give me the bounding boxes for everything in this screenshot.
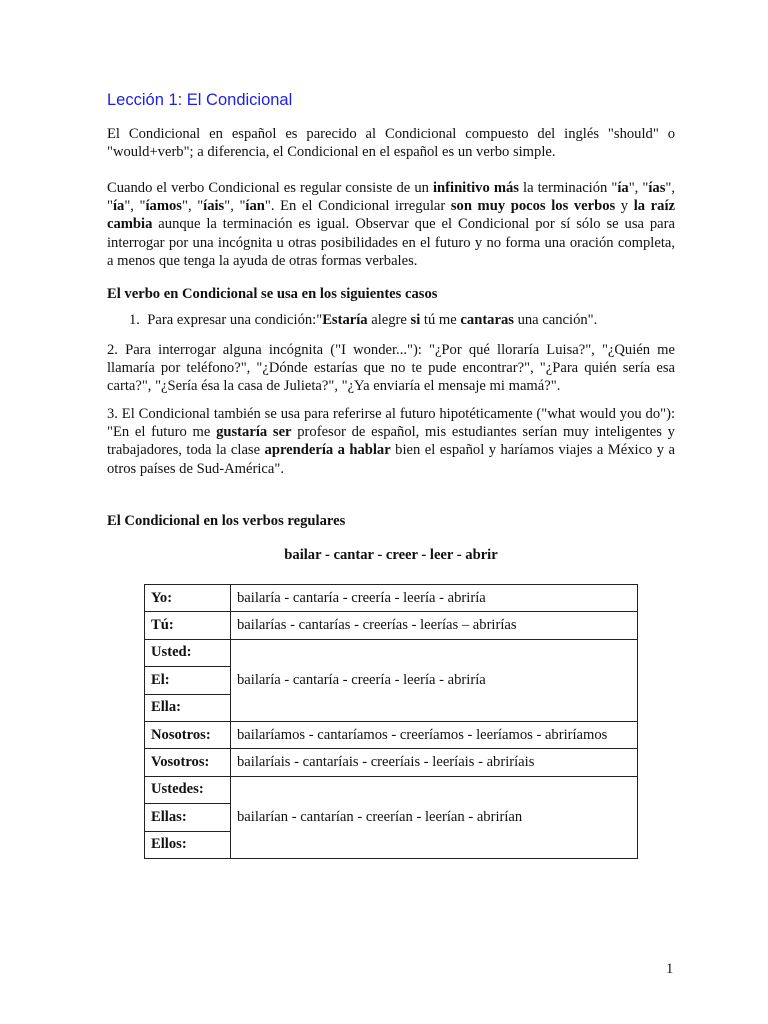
pronoun-cell: Ustedes:	[145, 776, 231, 803]
uses-item-2: 2. Para interrogar alguna incógnita ("I wonder..."): "¿Por qué lloraría Luisa?", "¿Quién me llamaría por teléfono?", "¿Dónde estarías que no te pude encontrar?", "¿Para quién sería esa carta?", "¿Sería ésa la casa de Julieta?", "¿Ya enviaría el mensaje mi mamá?".	[107, 342, 675, 395]
forms-cell: bailaríais - cantaríais - creeríais - leeríais - abriríais	[231, 749, 638, 776]
uses-item-1: 1. Para expresar una condición:"Estaría alegre si tú me cantaras una canción".	[129, 312, 598, 328]
uses-heading: El verbo en Condicional se usa en los siguientes casos	[107, 286, 438, 302]
forms-cell: bailarían - cantarían - creerían - leerían - abrirían	[231, 776, 638, 858]
conjugation-table	[144, 584, 638, 859]
table-row	[145, 612, 638, 639]
pronoun-cell: Nosotros:	[145, 721, 231, 748]
pronoun-cell: El:	[145, 667, 231, 694]
pronoun-cell: Vosotros:	[145, 749, 231, 776]
table-row	[145, 639, 638, 666]
intro-paragraph-2: Cuando el verbo Condicional es regular consiste de un infinitivo más la terminación "ía", "ías", "ía", "íamos", "íais", "ían". En el Condicional irregular son muy pocos los verbos y la raíz cambia aunque la terminación es igual. Observar que el Condicional por sí sólo se usa para interrogar por una incógnita u otras posibilidades en el futuro y no forma una oración completa, a menos que tenga la ayuda de otras formas verbales.	[107, 180, 675, 269]
pronoun-cell: Ellos:	[145, 831, 231, 858]
table-row	[145, 721, 638, 748]
pronoun-cell: Yo:	[145, 585, 231, 612]
lesson-title: Lección 1: El Condicional	[107, 91, 293, 109]
pronoun-cell: Ellas:	[145, 804, 231, 831]
pronoun-cell: Tú:	[145, 612, 231, 639]
forms-cell: bailaría - cantaría - creería - leería - abriría	[231, 639, 638, 721]
table-row	[145, 776, 638, 803]
table-row	[145, 749, 638, 776]
uses-item-3: 3. El Condicional también se usa para referirse al futuro hipotéticamente ("what would you do"): "En el futuro me gustaría ser profesor de español, mis estudiantes serían muy inteligentes y trabajadores, toda la clase aprendería a hablar bien el español y haríamos viajes a México y a otros países de Sud-América".	[107, 406, 675, 477]
pronoun-cell: Ella:	[145, 694, 231, 721]
intro-paragraph-1: El Condicional en español es parecido al Condicional compuesto del inglés "should" o "would+verb"; a diferencia, el Condicional en el español es un verbo simple.	[107, 126, 675, 161]
forms-cell: bailarías - cantarías - creerías - leerías – abrirías	[231, 612, 638, 639]
table-row	[145, 585, 638, 612]
forms-cell: bailaríamos - cantaríamos - creeríamos - leeríamos - abriríamos	[231, 721, 638, 748]
page-number: 1	[666, 961, 674, 977]
regular-heading: El Condicional en los verbos regulares	[107, 513, 346, 529]
forms-cell: bailaría - cantaría - creería - leería - abriría	[231, 585, 638, 612]
pronoun-cell: Usted:	[145, 639, 231, 666]
verbs-list: bailar - cantar - creer - leer - abrir	[284, 547, 498, 563]
